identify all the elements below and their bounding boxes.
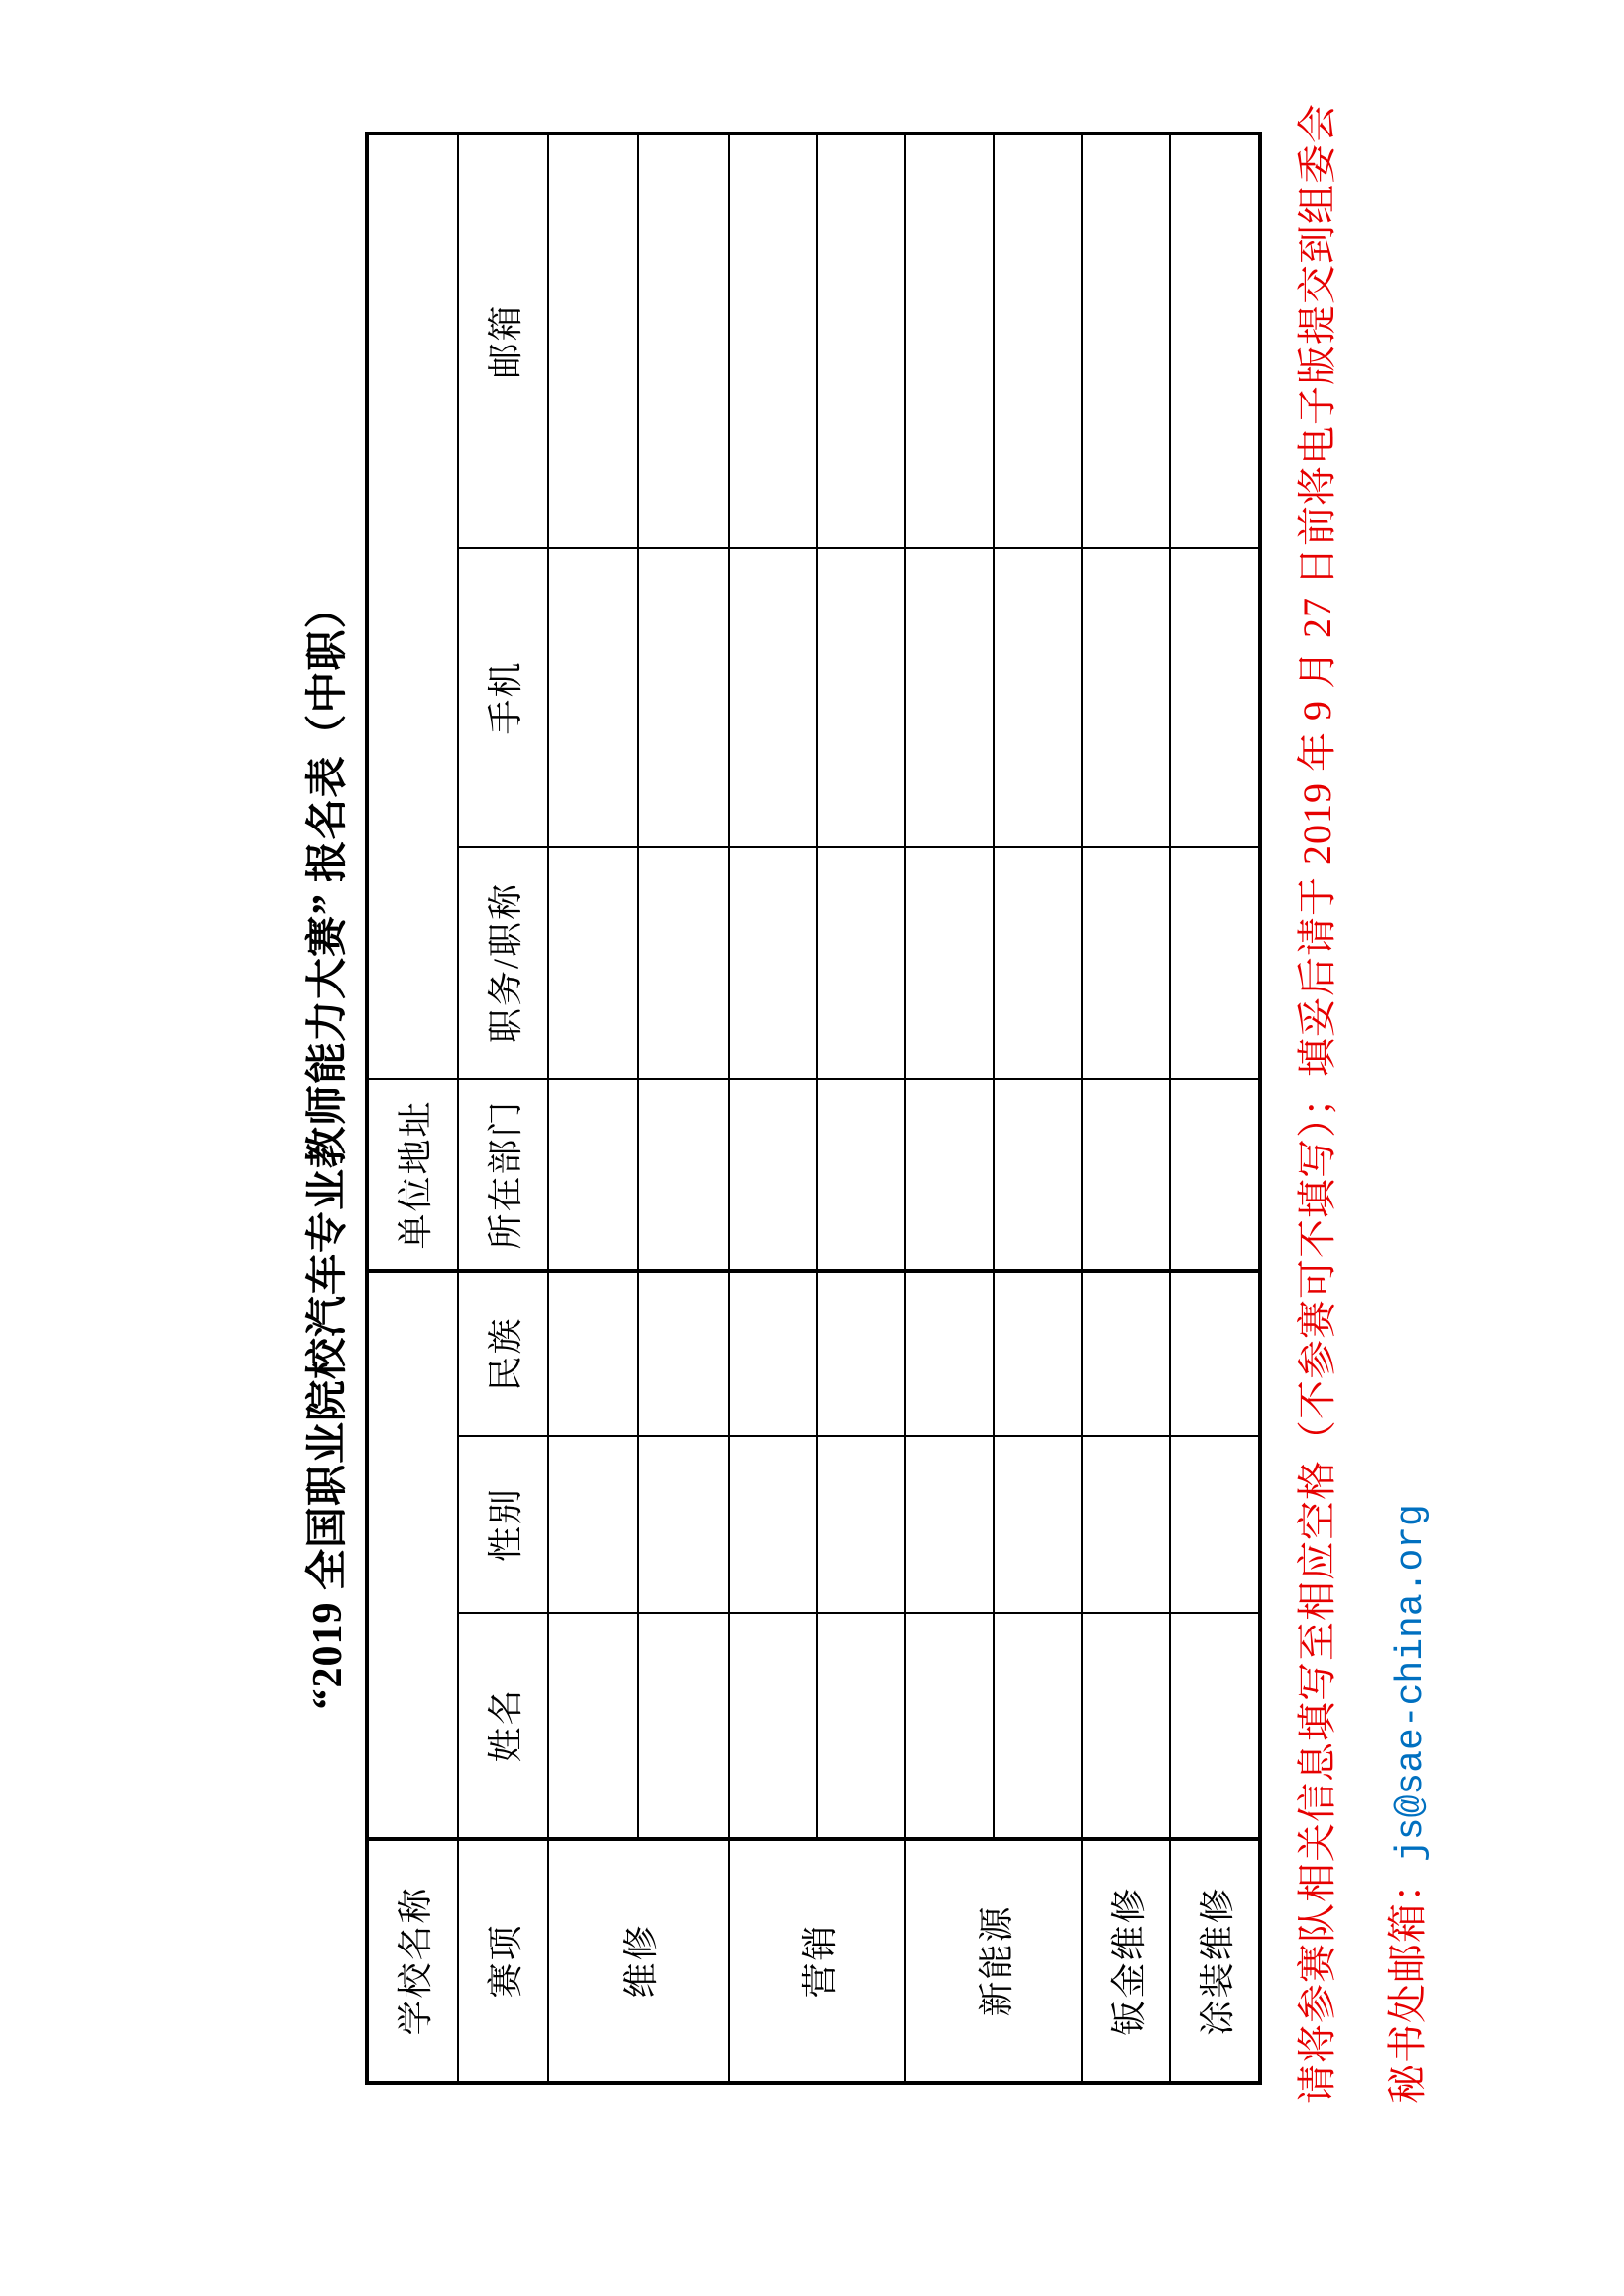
header-name: 姓名 (458, 1613, 548, 1839)
empty-cell (994, 1271, 1082, 1436)
empty-cell (548, 1436, 638, 1613)
empty-cell (905, 1613, 994, 1839)
empty-cell (638, 133, 729, 548)
empty-cell (729, 548, 817, 847)
header-mobile: 手机 (458, 548, 548, 847)
empty-cell (994, 1079, 1082, 1271)
empty-cell (994, 1436, 1082, 1613)
empty-cell (994, 548, 1082, 847)
table-row (548, 133, 638, 2083)
header-event: 赛项 (458, 1839, 548, 2083)
header-department: 所在部门 (458, 1079, 548, 1271)
secretariat-email: js@sae-china.org (1390, 1504, 1433, 1862)
table-row (638, 133, 729, 2083)
empty-cell (1170, 133, 1260, 548)
empty-cell (905, 1079, 994, 1271)
table-row (1170, 133, 1260, 2083)
empty-cell (1082, 847, 1170, 1079)
empty-cell (729, 1079, 817, 1271)
empty-cell (729, 847, 817, 1079)
empty-cell (1170, 847, 1260, 1079)
empty-cell (548, 1271, 638, 1436)
empty-cell (994, 133, 1082, 548)
table-row (729, 133, 817, 2083)
empty-cell (729, 133, 817, 548)
secretariat-mailbox-label: 秘书处邮箱： (1385, 1862, 1430, 2104)
header-gender: 性别 (458, 1436, 548, 1613)
unit-address-label: 单位地址 (367, 1079, 458, 1271)
empty-cell (1082, 548, 1170, 847)
footnote-secretariat (1377, 1504, 1433, 2104)
school-name-entry-cell (367, 1271, 458, 1839)
empty-cell (1082, 1271, 1170, 1436)
empty-cell (1170, 1271, 1260, 1436)
table-row (994, 133, 1082, 2083)
empty-cell (905, 133, 994, 548)
empty-cell (548, 1079, 638, 1271)
empty-cell (817, 1613, 905, 1839)
empty-cell (905, 548, 994, 847)
empty-cell (729, 1436, 817, 1613)
empty-cell (548, 548, 638, 847)
empty-cell (638, 1436, 729, 1613)
event-label-yingxiao: 营销 (729, 1839, 905, 2083)
empty-cell (1170, 548, 1260, 847)
empty-cell (638, 847, 729, 1079)
empty-cell (817, 1271, 905, 1436)
header-ethnicity: 民族 (458, 1271, 548, 1436)
empty-cell (548, 847, 638, 1079)
empty-cell (729, 1613, 817, 1839)
empty-cell (817, 1436, 905, 1613)
event-label-tuzhuang: 涂装维修 (1170, 1839, 1260, 2083)
unit-address-entry-cell (367, 133, 458, 1079)
empty-cell (817, 548, 905, 847)
empty-cell (905, 1271, 994, 1436)
empty-cell (729, 1271, 817, 1436)
page-title: “2019 全国职业院校汽车专业教师能力大赛” 报名表（中职） (305, 586, 351, 1710)
school-name-label: 学校名称 (367, 1839, 458, 2083)
empty-cell (817, 1079, 905, 1271)
empty-cell (905, 1436, 994, 1613)
empty-cell (638, 1079, 729, 1271)
empty-cell (994, 847, 1082, 1079)
table-row (905, 133, 994, 2083)
table-row (1082, 133, 1170, 2083)
empty-cell (1082, 1613, 1170, 1839)
empty-cell (1170, 1079, 1260, 1271)
event-label-banjin: 钣金维修 (1082, 1839, 1170, 2083)
empty-cell (1170, 1613, 1260, 1839)
header-position: 职务/职称 (458, 847, 548, 1079)
table-row (458, 133, 548, 2083)
empty-cell (1082, 1079, 1170, 1271)
empty-cell (638, 548, 729, 847)
empty-cell (638, 1613, 729, 1839)
table-row (817, 133, 905, 2083)
empty-cell (994, 1613, 1082, 1839)
empty-cell (1082, 133, 1170, 548)
header-email: 邮箱 (458, 133, 548, 548)
empty-cell (638, 1271, 729, 1436)
empty-cell (1170, 1436, 1260, 1613)
empty-cell (905, 847, 994, 1079)
footnote-instructions: 请将参赛队相关信息填写至相应空格（不参赛可不填写）；填妥后请于 2019 年 9 月 27 日前将电子版提交到组委会 (1295, 103, 1339, 2104)
empty-cell (1082, 1436, 1170, 1613)
empty-cell (817, 847, 905, 1079)
empty-cell (548, 133, 638, 548)
empty-cell (548, 1613, 638, 1839)
registration-table (365, 132, 1262, 2085)
empty-cell (817, 133, 905, 548)
event-label-weixiu: 维修 (548, 1839, 729, 2083)
event-label-xinnengyuan: 新能源 (905, 1839, 1082, 2083)
table-row (367, 133, 458, 2083)
